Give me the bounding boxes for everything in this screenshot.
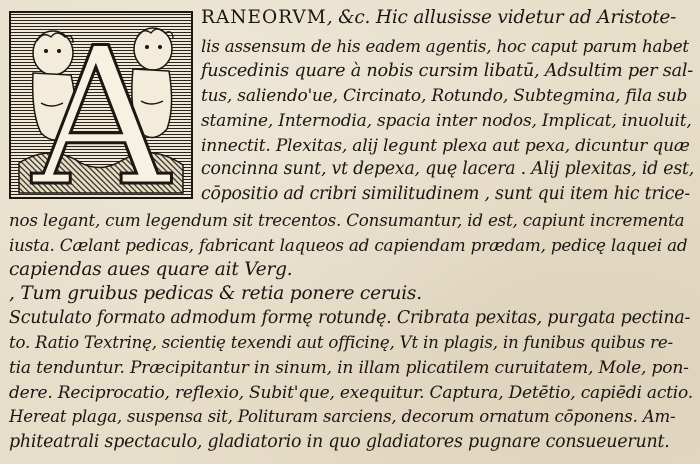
text-line-8: cōpositio ad cribri similitudinem , sunt qui item hic trice- [201, 184, 690, 204]
text-line-17: Hereat plaga, suspensa sit, Polituram sarciens, decorum ornatum cōponens. Am- [9, 407, 676, 426]
text-line-6: innectit. Plexitas, alij legunt plexa aut pexa, dicuntur quæ [201, 136, 690, 156]
text-line-4: tus, saliendo'ue, Circinato, Rotundo, Subtegmina, fila sub [201, 86, 688, 106]
text-line-9: nos legant, cum legendum sit trecentos. Consumantur, id est, capiunt incrementa [9, 210, 685, 230]
text-line-7: concinna sunt, vt depexa, quę lacera . Alij plexitas, id est, [201, 159, 695, 179]
line-1-rest: , &c. Hic allusisse videtur ad Aristote- [326, 7, 677, 28]
text-line-13: Scutulato formato admodum formę rotundę. Cribrata pexitas, purgata pectina- [9, 308, 691, 328]
text-line-11: capiendas aues quare ait Verg. [9, 259, 293, 280]
text-line-10: iusta. Cælant pedicas, fabricant laqueos ad capiendam prædam, pedicę laquei ad [9, 235, 688, 255]
initial-letter: A [32, 13, 170, 197]
text-line-14: to. Ratio Textrinę, scientię texendi aut officinę, Vt in plagis, in funibus quibus re- [9, 333, 673, 352]
text-line-1 [201, 6, 676, 30]
text-line-5: stamine, Internodia, spacia inter nodos, Implicat, inuoluit, [201, 111, 692, 131]
woodcut-initial-illustration [11, 13, 191, 197]
first-word: RANEORVM [201, 7, 327, 28]
text-line-18: phiteatrali spectaculo, gladiatorio in quo gladiatores pugnare consueuerunt. [9, 432, 670, 452]
decorated-initial [9, 11, 193, 199]
text-line-15: tia tenduntur. Præcipitantur in sinum, in illam plicatilem curuitatem, Mole, pon- [9, 358, 689, 378]
text-line-16: dere. Reciprocatio, reflexio, Subit'que, exequitur. Captura, Detētio, capiēdi actio. [9, 383, 693, 403]
text-line-3: fuscedinis quare à nobis cursim libatū, Adsultim per sal- [201, 61, 694, 81]
text-line-2: lis assensum de his eadem agentis, hoc caput parum habet [201, 36, 689, 56]
text-line-12: , Tum gruibus pedicas & retia ponere ceruis. [9, 283, 422, 304]
